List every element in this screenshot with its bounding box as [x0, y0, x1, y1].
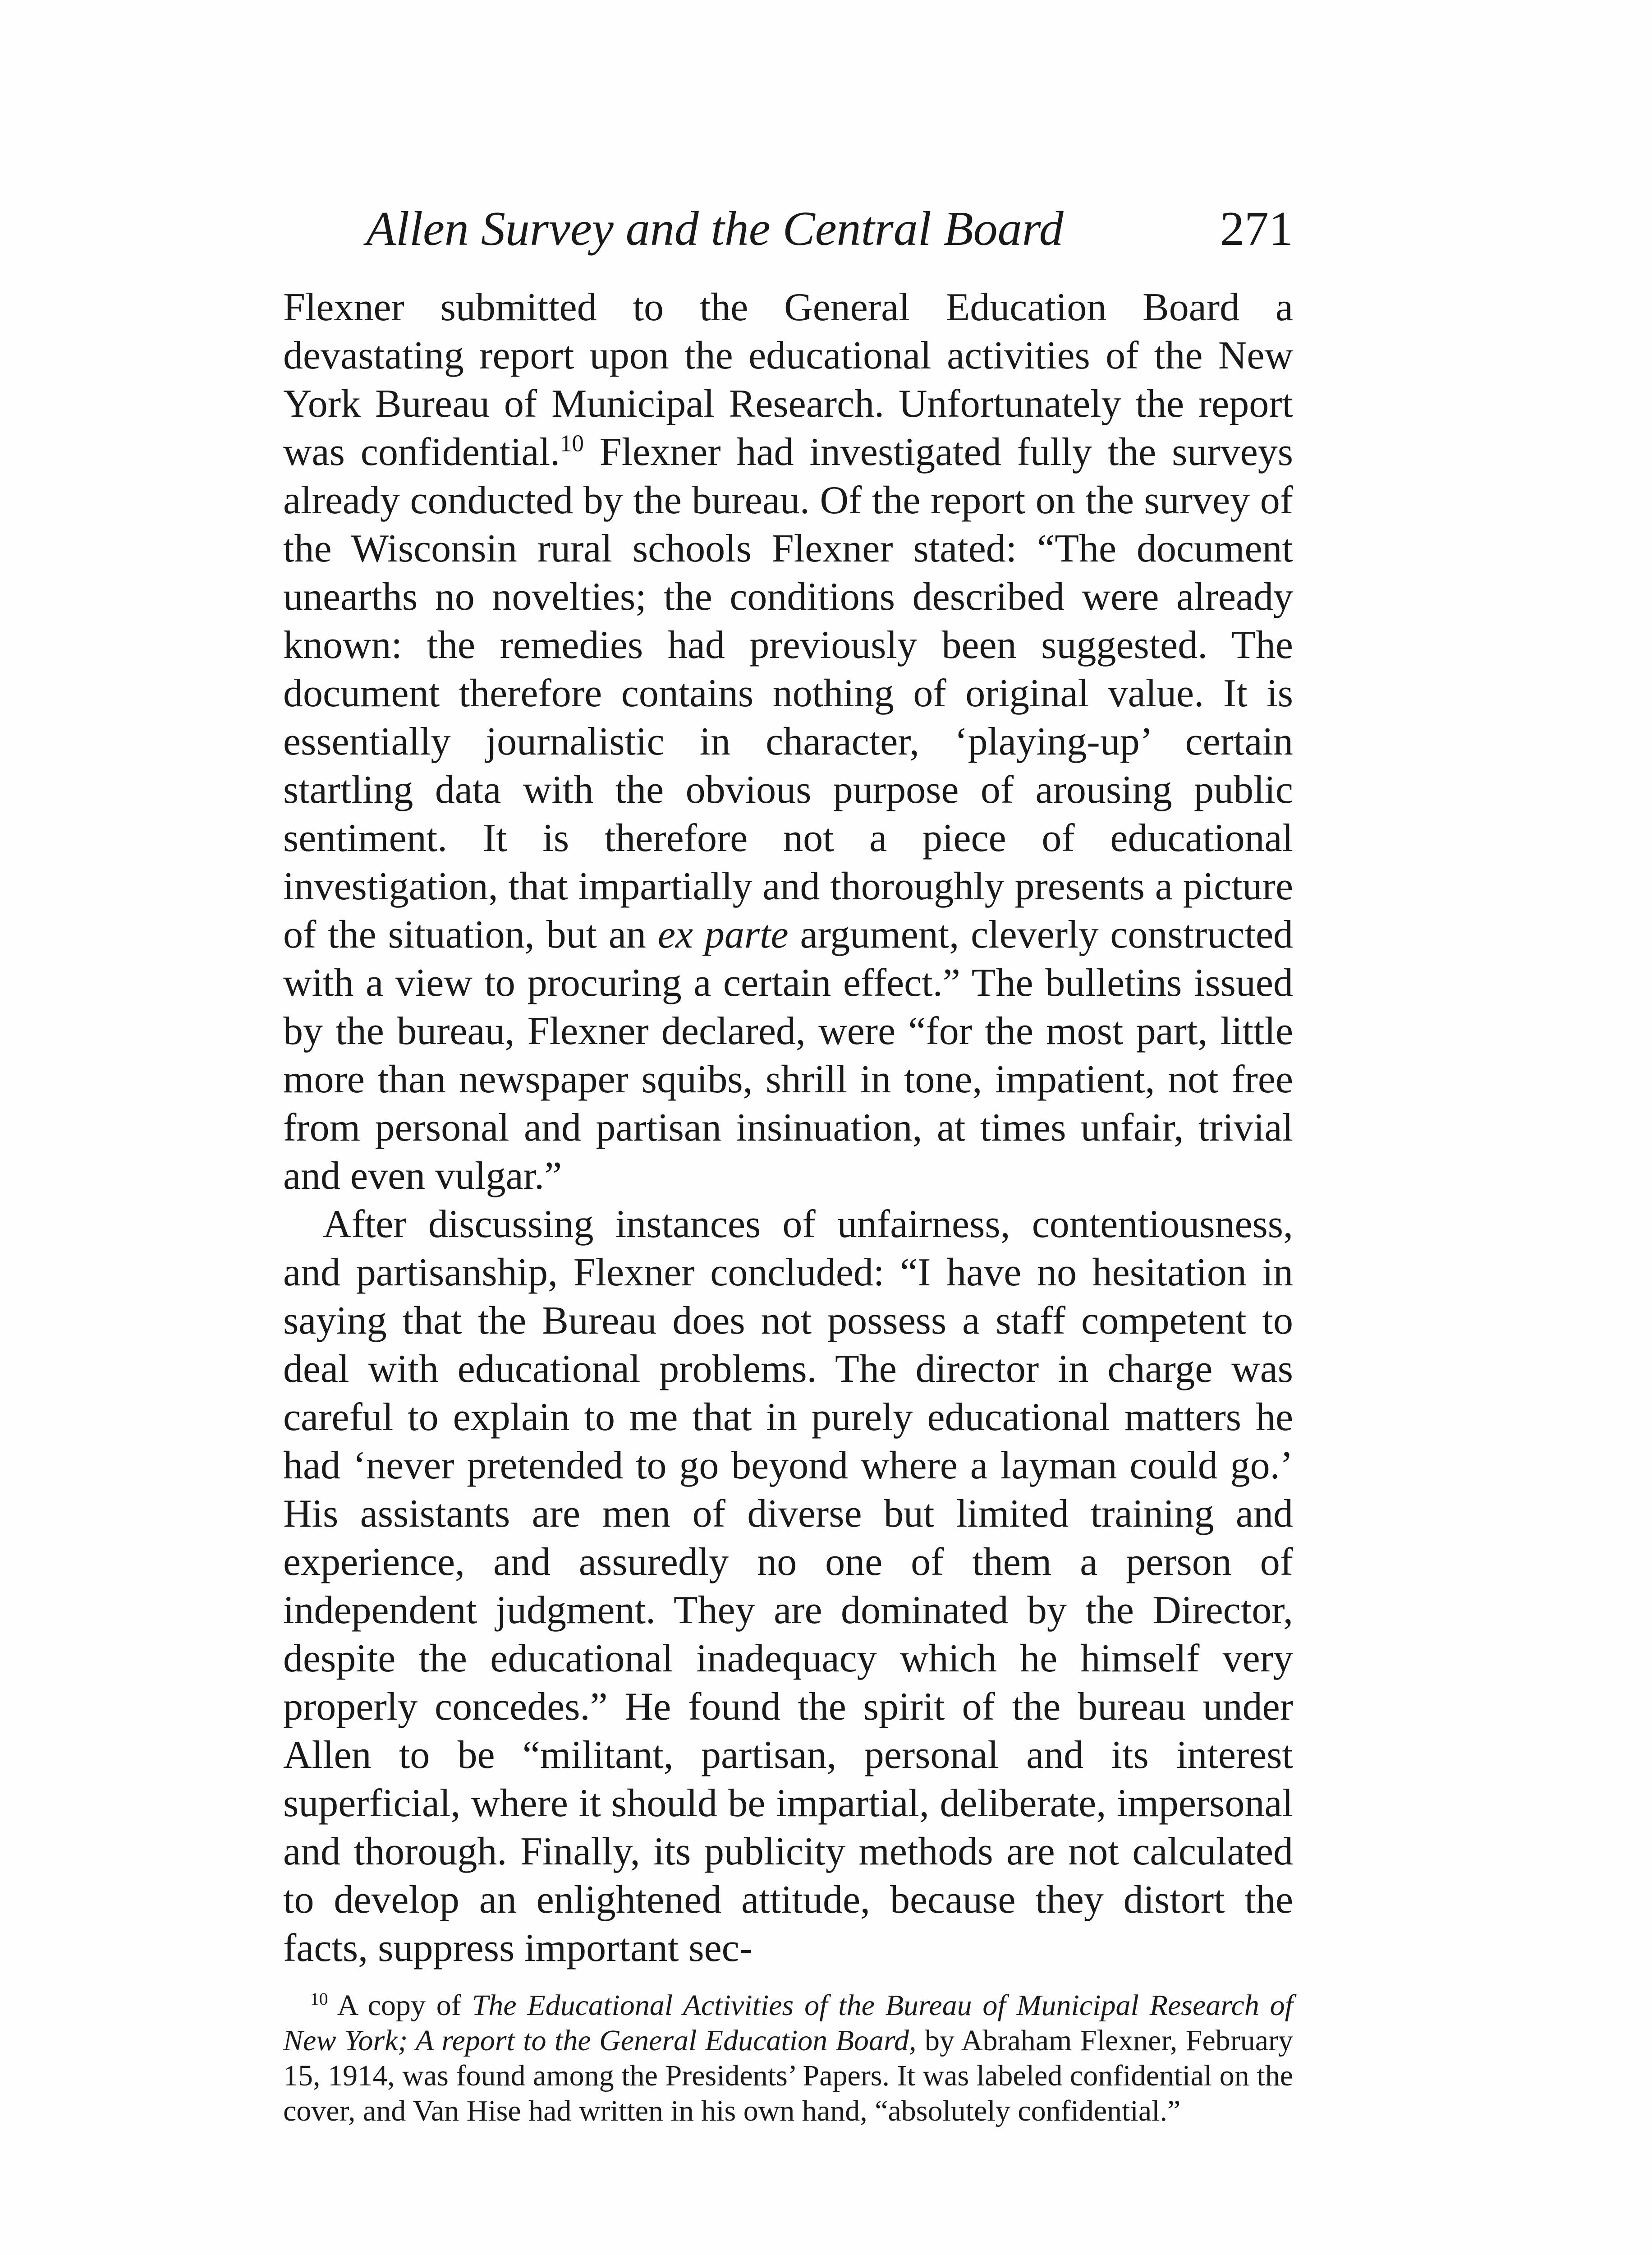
- footnote-rest: by Abraham Flexner, February 15, 1914, was found among the Presidents’ Papers. It was labeled confidential on the cover, and Van Hise had written in his own hand, “absolutely confidential.”: [283, 2024, 1293, 2127]
- footnote-title: The Educational Activities of the Bureau of Municipal Research of New York; A report to the General Education Board,: [283, 1989, 1293, 2057]
- running-head: Allen Survey and the Central Board: [366, 202, 1064, 256]
- footnote-lead: A copy of: [328, 1989, 472, 2022]
- body-text: [283, 283, 1293, 1972]
- paragraph-2: After discussing instances of unfairness, contentiousness, and partisanship, Flexner concluded: “I have no hesitation in saying that the Bureau does not possess a staff competent to deal with educational problems. The director in charge was careful to explain to me that in purely educational matters he had ‘never pretended to go beyond where a layman could go.’ His assistants are men of diverse but limited training and experience, and assuredly no one of them a person of independent judgment. They are dominated by the Director, despite the educational inadequacy which he himself very properly concedes.” He found the spirit of the bureau under Allen to be “militant, partisan, personal and its interest superficial, where it should be impartial, deliberate, impersonal and thorough. Finally, its publicity methods are not calculated to develop an enlightened attitude, because they distort the facts, suppress important sec-: [283, 1202, 1293, 1970]
- page-header: [283, 198, 1293, 261]
- paragraph-1-text-a: Flexner submitted to the General Education Board a devastating report upon the educational activities of the New York Bureau of Municipal Research. Unfortunately the report was confidential.: [283, 285, 1293, 474]
- footnotes: [283, 1988, 1293, 2129]
- footnote-marker: 10: [310, 1989, 328, 2009]
- footnote-reference-10: 10: [560, 430, 584, 457]
- paragraph-1-text-b: Flexner had investigated fully the surveys already conducted by the bureau. Of the report on the survey of the Wisconsin rural schools Flexner stated: “The document unearths no novelties; the conditions described were already known: the remedies had previously been suggested. The document therefore contains nothing of original value. It is essentially journalistic in character, ‘playing-up’ certain startling data with the obvious purpose of arousing public sentiment. It is therefore not a piece of educational investigation, that impartially and thoroughly presents a picture of the situation, but an: [283, 430, 1294, 957]
- paragraph-1: [283, 283, 1293, 1200]
- italic-term: ex parte: [657, 913, 789, 957]
- footnote-10: [283, 1988, 1293, 2129]
- paragraph-1-text-c: argument, cleverly constructed with a view to procuring a certain effect.” The bulletins issued by the bureau, Flexner declared, were “for the most part, little more than newspaper squibs, shrill in tone, impatient, not free from personal and partisan insinuation, at times unfair, trivial and even vulgar.”: [283, 913, 1294, 1198]
- page-number: 271: [1220, 202, 1293, 256]
